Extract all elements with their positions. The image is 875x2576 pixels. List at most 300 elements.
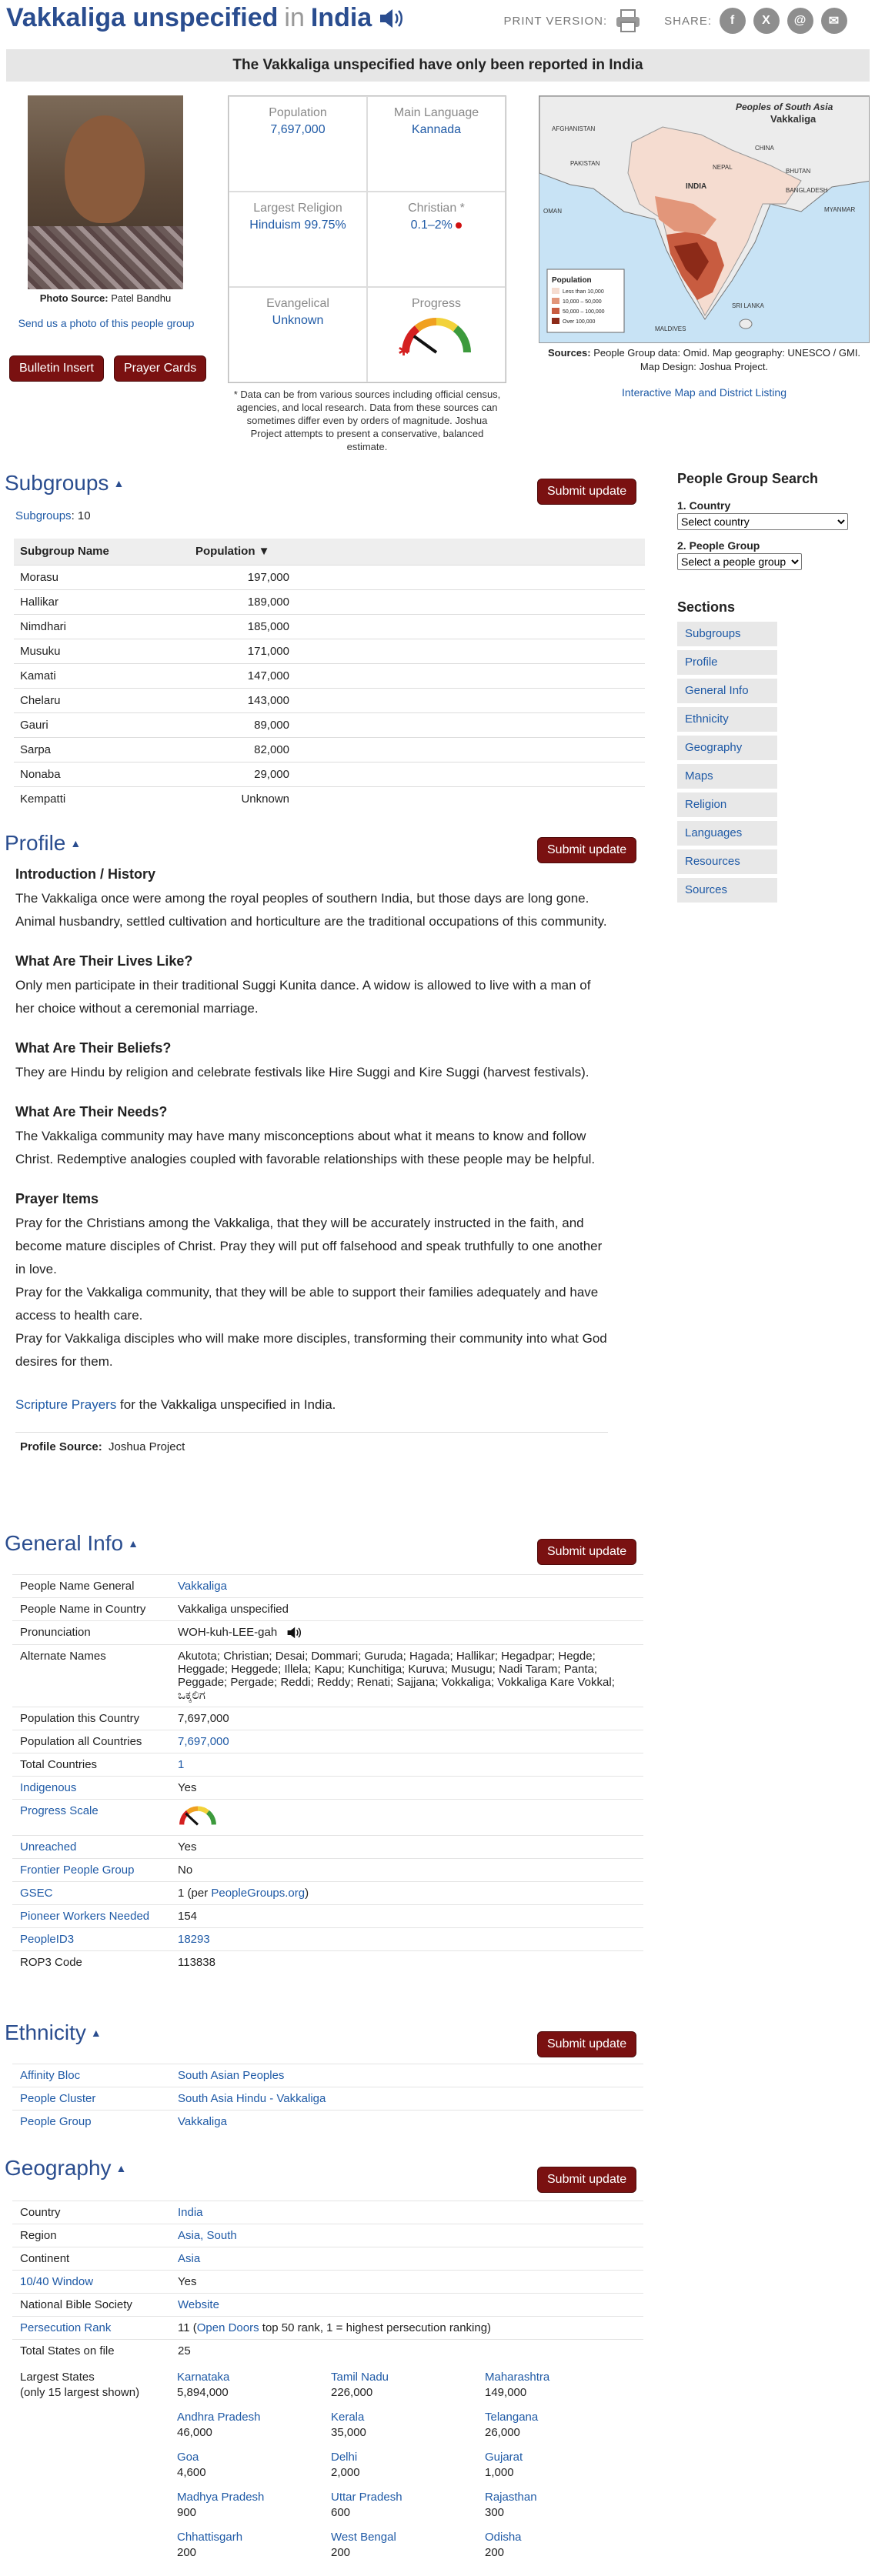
info-key[interactable]: Indigenous [12, 1777, 170, 1800]
ethnicity-key[interactable]: Affinity Bloc [12, 2064, 170, 2087]
stat-evangelical-label: Evangelical [266, 297, 329, 310]
printer-icon[interactable] [615, 8, 641, 33]
subgroup-population: 171,000 [189, 639, 297, 663]
info-key: Total Countries [12, 1753, 170, 1777]
info-value-text: WOH-kuh-LEE-gah [178, 1626, 278, 1639]
geography-value[interactable] [170, 2224, 643, 2247]
state-item [177, 2410, 331, 2441]
row-spacer [297, 737, 645, 762]
lives-text: Only men participate in their traditional Suggi Kunita dance. A widow is allowed to live with a man of her choice without a ceremonial marriage. [15, 978, 591, 1016]
chevron-up-icon: ▲ [113, 477, 125, 489]
stat-language [367, 96, 506, 192]
profile-source-value: Joshua Project [109, 1440, 185, 1453]
geography-value[interactable] [170, 2247, 643, 2271]
prayer-cards-button[interactable]: Prayer Cards [114, 355, 206, 382]
map-title-1: Peoples of South Asia [736, 102, 833, 112]
profile-heading[interactable] [5, 831, 81, 856]
state-item [331, 2410, 485, 2441]
subgroup-population: 82,000 [189, 737, 297, 762]
subgroups-submit-button[interactable]: Submit update [537, 479, 636, 505]
subgroup-name: Kempatti [14, 786, 189, 811]
stat-evangelical-value[interactable]: Unknown [272, 314, 324, 327]
profile-source [15, 1432, 608, 1461]
map-label-pakistan: PAKISTAN [570, 160, 600, 167]
red-dot-icon [456, 222, 462, 229]
stat-evangelical [229, 287, 367, 382]
subgroup-population: Unknown [189, 786, 297, 811]
map-legend-title: Population [552, 276, 592, 285]
print-label: PRINT VERSION: [503, 14, 608, 28]
geography-key: National Bible Society [12, 2294, 170, 2317]
geography-value-text: India [178, 2206, 203, 2219]
state-population: 226,000 [331, 2386, 373, 2399]
largest-states-label [20, 2370, 139, 2401]
info-value-text: 154 [178, 1910, 198, 1924]
state-name-link[interactable]: Uttar Pradesh [331, 2491, 402, 2504]
stats-grid [228, 95, 506, 383]
info-value [170, 1645, 643, 1707]
info-key[interactable]: Frontier People Group [12, 1859, 170, 1882]
row-spacer [297, 565, 645, 589]
state-population: 2,000 [331, 2466, 360, 2479]
stats-note: * Data can be from various sources including official census, agencies, and local research. Data from these sources can sometimes differ even by orders of magnitude. Joshua Project attempts to present a conservative, balanced estimate. [233, 389, 501, 452]
subgroups-count: Subgroups: 10 [15, 509, 91, 522]
stat-christian-value-wrap[interactable] [368, 219, 505, 232]
state-population: 600 [331, 2506, 351, 2519]
state-name-link[interactable]: Kerala [331, 2411, 365, 2424]
ethnicity-value[interactable]: South Asia Hindu - Vakkaliga [170, 2087, 643, 2111]
geography-value-text: 25 [178, 2344, 191, 2357]
info-key[interactable]: GSEC [12, 1882, 170, 1905]
subgroup-name: Nonaba [14, 762, 189, 786]
subgroup-population: 189,000 [189, 589, 297, 614]
state-name-link[interactable]: Telangana [485, 2411, 539, 2424]
state-population: 1,000 [485, 2466, 514, 2479]
country-select[interactable] [677, 513, 848, 530]
map-label-nepal: NEPAL [713, 164, 733, 171]
map-label-bhutan: BHUTAN [786, 168, 811, 175]
geography-value-text: Yes [178, 2275, 197, 2288]
ethnicity-row [12, 2111, 643, 2134]
subgroup-name: Nimdhari [14, 614, 189, 639]
profile-source-label: Profile Source: [20, 1440, 102, 1453]
state-item [177, 2530, 331, 2561]
map-legend-3: 50,000 – 100,000 [563, 309, 605, 315]
info-key[interactable]: Unreached [12, 1836, 170, 1859]
state-item [485, 2530, 639, 2561]
subgroup-name: Sarpa [14, 737, 189, 762]
scripture-rest: for the Vakkaliga unspecified in India. [116, 1397, 336, 1412]
geography-key: Country [12, 2201, 170, 2224]
col-population[interactable]: Population ▼ [189, 539, 645, 565]
state-name-link[interactable]: Maharashtra [485, 2371, 550, 2384]
prayer-item-2: Pray for the Vakkaliga community, that they will be able to support their families adequately and have access to health care. [15, 1285, 599, 1323]
photo-source-value: Patel Bandhu [111, 292, 172, 304]
stat-language-label: Main Language [393, 106, 479, 119]
map-label-china: CHINA [755, 145, 774, 152]
section-link-religion[interactable]: Religion [677, 792, 777, 817]
section-link-profile[interactable]: Profile [677, 650, 777, 675]
geography-heading[interactable] [5, 2156, 126, 2181]
state-population: 35,000 [331, 2426, 366, 2439]
state-population: 46,000 [177, 2426, 212, 2439]
info-value [170, 1905, 643, 1928]
state-population: 200 [485, 2546, 505, 2559]
map-label-maldives: MALDIVES [655, 325, 686, 332]
geography-row [12, 2247, 643, 2271]
general-heading-text: General Info [5, 1531, 124, 1555]
state-item [177, 2490, 331, 2521]
geography-row [12, 2317, 643, 2340]
geography-submit-button[interactable]: Submit update [537, 2167, 636, 2193]
map-sources-text: People Group data: Omid. Map geography: UNESCO / GMI. Map Design: Joshua Project. [593, 347, 861, 372]
state-population: 149,000 [485, 2386, 527, 2399]
ethnicity-value[interactable]: South Asian Peoples [170, 2064, 643, 2087]
title-people: Vakkaliga unspecified [6, 3, 279, 32]
info-row [12, 1836, 643, 1859]
col-subgroup-name[interactable]: Subgroup Name [14, 539, 189, 565]
section-link-ethnicity[interactable]: Ethnicity [677, 707, 777, 732]
state-population: 4,600 [177, 2466, 206, 2479]
info-value-text: 1 (per [178, 1887, 212, 1900]
info-value[interactable] [170, 1928, 643, 1951]
subgroups-heading[interactable] [5, 471, 124, 496]
geography-value[interactable] [170, 2294, 643, 2317]
people-map[interactable] [539, 95, 870, 343]
map-label-bangladesh: BANGLADESH [786, 187, 828, 194]
profile-content [15, 866, 608, 1461]
open-doors-link[interactable]: Open Doors [196, 2321, 259, 2334]
profile-submit-button[interactable]: Submit update [537, 837, 636, 863]
table-row [14, 663, 645, 688]
stat-progress [367, 287, 506, 382]
subgroup-name: Gauri [14, 712, 189, 737]
prayer-heading: Prayer Items [15, 1191, 99, 1206]
state-item [485, 2450, 639, 2481]
scripture-line [15, 1393, 608, 1416]
geography-key: Total States on file [12, 2340, 170, 2363]
needs-text: The Vakkaliga community may have many misconceptions about what it means to know and follow Christ. Redemptive analogies coupled with favorable relationships with these people may be helpful. [15, 1129, 596, 1166]
map-sources-label: Sources: [547, 347, 591, 359]
table-row [14, 688, 645, 712]
stat-language-value[interactable]: Kannada [411, 123, 462, 136]
info-value [170, 1836, 643, 1859]
people-group-select[interactable] [677, 553, 802, 570]
sidebar [677, 471, 870, 906]
states-sublabel: (only 15 largest shown) [20, 2386, 140, 2399]
state-item [485, 2490, 639, 2521]
send-photo-link[interactable]: Send us a photo of this people group [18, 317, 195, 329]
x-twitter-icon[interactable]: X [753, 8, 780, 34]
state-item [485, 2410, 639, 2441]
info-key[interactable]: Pioneer Workers Needed [12, 1905, 170, 1928]
state-name-link[interactable]: Goa [177, 2451, 199, 2464]
chevron-up-icon: ▲ [128, 1537, 139, 1550]
state-population: 200 [177, 2546, 197, 2559]
beliefs-heading: What Are Their Beliefs? [15, 1040, 172, 1056]
subgroup-name: Chelaru [14, 688, 189, 712]
info-row [12, 1598, 643, 1621]
row-spacer [297, 712, 645, 737]
info-value-text: No [178, 1864, 193, 1877]
ethnicity-key[interactable]: People Group [12, 2111, 170, 2134]
state-name-link[interactable]: Gujarat [485, 2451, 523, 2464]
map-label-myanmar: MYANMAR [824, 206, 856, 213]
chevron-up-icon: ▲ [115, 2162, 127, 2174]
state-name-link[interactable]: Tamil Nadu [331, 2371, 389, 2384]
chevron-up-icon: ▲ [90, 2027, 102, 2039]
subgroup-name: Morasu [14, 565, 189, 589]
geography-value-text: Website [178, 2298, 219, 2311]
progress-gauge-icon[interactable] [178, 1804, 218, 1827]
needs-heading: What Are Their Needs? [15, 1104, 168, 1119]
scripture-prayers-link[interactable]: Scripture Prayers [15, 1397, 117, 1412]
state-name-link[interactable]: Chhattisgarh [177, 2531, 243, 2544]
info-value [170, 1777, 643, 1800]
table-row [14, 589, 645, 614]
subgroup-name: Hallikar [14, 589, 189, 614]
info-value-text: 1 [178, 1758, 185, 1772]
geography-table [12, 2201, 643, 2362]
state-population: 26,000 [485, 2426, 520, 2439]
gsec-close: ) [305, 1887, 309, 1900]
state-item [177, 2450, 331, 2481]
photo-source-label: Photo Source: [39, 292, 109, 304]
section-link-languages[interactable]: Languages [677, 821, 777, 846]
state-name-link[interactable]: Odisha [485, 2531, 522, 2544]
map-title-2: Vakkaliga [770, 113, 817, 125]
photo-source [28, 292, 183, 304]
geography-row [12, 2294, 643, 2317]
chevron-up-icon: ▲ [70, 837, 82, 849]
stat-population [229, 96, 367, 192]
state-item [177, 2370, 331, 2401]
info-value[interactable] [170, 1575, 643, 1598]
subgroup-population: 197,000 [189, 565, 297, 589]
info-key: Pronunciation [12, 1621, 170, 1645]
general-heading[interactable] [5, 1531, 139, 1556]
geography-heading-text: Geography [5, 2156, 112, 2180]
subgroups-count-label[interactable]: Subgroups [15, 509, 72, 522]
stat-christian [367, 192, 506, 287]
row-spacer [297, 762, 645, 786]
info-value [170, 1800, 643, 1836]
subgroups-table [14, 539, 645, 811]
profile-heading-text: Profile [5, 831, 66, 855]
people-photo [28, 95, 183, 289]
map-label-oman: OMAN [543, 208, 562, 215]
state-item [331, 2530, 485, 2561]
geography-value [170, 2271, 643, 2294]
info-row [12, 1645, 643, 1707]
ethnicity-value[interactable]: Vakkaliga [170, 2111, 643, 2134]
sections-list [677, 622, 870, 903]
state-name-link[interactable]: West Bengal [331, 2531, 396, 2544]
subgroups-count-value: 10 [77, 509, 91, 522]
map-legend-4: Over 100,000 [563, 319, 596, 325]
row-spacer [297, 786, 645, 811]
info-value-text: 113838 [178, 1956, 215, 1970]
state-population: 300 [485, 2506, 505, 2519]
table-row [14, 737, 645, 762]
state-item [485, 2370, 639, 2401]
intro-text: The Vakkaliga once were among the royal peoples of southern India, but those days are long gone. Animal husbandry, settled cultivation and horticulture are the traditional occupations of this community. [15, 891, 607, 929]
state-name-link[interactable]: Madhya Pradesh [177, 2491, 265, 2504]
prayer-item-3: Pray for Vakkaliga disciples who will make more disciples, transforming their community into what God desires for them. [15, 1331, 607, 1369]
prayer-item-1: Pray for the Christians among the Vakkaliga, that they will be accurately instructed in the faith, and become mature disciples of Christ. Pray they will put off falsehood and speak truthfully to one another in love. [15, 1216, 603, 1276]
geography-key[interactable]: Persecution Rank [12, 2317, 170, 2340]
row-spacer [297, 614, 645, 639]
info-key[interactable]: Progress Scale [12, 1800, 170, 1836]
bulletin-insert-button[interactable]: Bulletin Insert [9, 355, 104, 382]
info-row [12, 1707, 643, 1730]
info-value [170, 1621, 643, 1645]
persecution-rest: top 50 rank, 1 = highest persecution ranking) [259, 2321, 492, 2334]
geography-row [12, 2224, 643, 2247]
state-name-link[interactable]: Rajasthan [485, 2491, 537, 2504]
toolbar [504, 8, 847, 34]
ethnicity-heading-text: Ethnicity [5, 2020, 86, 2044]
state-name-link[interactable]: Delhi [331, 2451, 358, 2464]
title-in: in [284, 3, 305, 32]
info-value-text: Vakkaliga [178, 1580, 227, 1593]
subgroup-name: Musuku [14, 639, 189, 663]
geography-key[interactable]: 10/40 Window [12, 2271, 170, 2294]
stat-population-value[interactable]: 7,697,000 [270, 123, 326, 136]
states-label: Largest States [20, 2371, 95, 2384]
row-spacer [297, 663, 645, 688]
ethnicity-submit-button[interactable]: Submit update [537, 2031, 636, 2057]
info-row [12, 1730, 643, 1753]
title-country: India [310, 3, 372, 32]
stat-religion-value[interactable]: Hinduism 99.75% [249, 219, 346, 232]
info-value-text: 7,697,000 [178, 1735, 229, 1749]
subgroup-name: Kamati [14, 663, 189, 688]
subgroup-population: 143,000 [189, 688, 297, 712]
link-icon[interactable]: @ [787, 8, 813, 34]
map-label-india: INDIA [686, 182, 707, 191]
state-item [331, 2490, 485, 2521]
info-value-text: Vakkaliga unspecified [178, 1603, 289, 1616]
state-population: 900 [177, 2506, 197, 2519]
subgroups-heading-text: Subgroups [5, 471, 109, 495]
peoplegroups-link[interactable]: PeopleGroups.org [211, 1887, 306, 1900]
states-grid [177, 2370, 639, 2561]
info-key: Alternate Names [12, 1645, 170, 1707]
info-row [12, 1621, 643, 1645]
info-value[interactable] [170, 1753, 643, 1777]
ethnicity-table [12, 2064, 643, 2133]
geography-value-text: Asia, South [178, 2229, 237, 2242]
svg-text:✱: ✱ [398, 343, 410, 357]
search-title: People Group Search [677, 471, 819, 486]
map-legend-2: 10,000 – 50,000 [563, 299, 602, 305]
speaker-icon[interactable] [285, 1626, 303, 1640]
info-row [12, 1905, 643, 1928]
speaker-icon[interactable] [378, 7, 404, 30]
geography-value[interactable] [170, 2201, 643, 2224]
lives-heading: What Are Their Lives Like? [15, 953, 193, 969]
info-row [12, 1882, 643, 1905]
page-title [6, 3, 404, 33]
interactive-map-link[interactable]: Interactive Map and District Listing [622, 386, 786, 399]
map-sources [539, 346, 870, 374]
stat-religion-label: Largest Religion [253, 202, 342, 215]
info-row [12, 1575, 643, 1598]
section-link-resources[interactable]: Resources [677, 849, 777, 874]
facebook-icon[interactable]: f [720, 8, 746, 34]
subgroup-population: 147,000 [189, 663, 297, 688]
info-key: ROP3 Code [12, 1951, 170, 1974]
info-value [170, 1951, 643, 1974]
country-label: 1. Country [677, 499, 731, 512]
info-row [12, 1928, 643, 1951]
info-row [12, 1800, 643, 1836]
section-link-general-info[interactable]: General Info [677, 679, 777, 703]
info-key: Population this Country [12, 1707, 170, 1730]
stat-religion [229, 192, 367, 287]
ethnicity-row [12, 2064, 643, 2087]
stat-progress-label: Progress [411, 297, 462, 310]
reported-banner: The Vakkaliga unspecified have only been reported in India [6, 49, 870, 82]
section-link-subgroups[interactable]: Subgroups [677, 622, 777, 646]
row-spacer [297, 639, 645, 663]
section-link-geography[interactable]: Geography [677, 736, 777, 760]
ethnicity-heading[interactable] [5, 2020, 102, 2045]
state-name-link[interactable]: Karnataka [177, 2371, 230, 2384]
info-value [170, 1882, 643, 1905]
stat-population-label: Population [269, 106, 327, 119]
info-row [12, 1777, 643, 1800]
geography-value-text: Asia [178, 2252, 201, 2265]
ethnicity-row [12, 2087, 643, 2111]
stat-christian-value: 0.1–2% [410, 219, 453, 232]
state-item [331, 2370, 485, 2401]
table-row [14, 614, 645, 639]
geography-row [12, 2201, 643, 2224]
info-key: Population all Countries [12, 1730, 170, 1753]
section-link-maps[interactable]: Maps [677, 764, 777, 789]
geography-row [12, 2340, 643, 2363]
ethnicity-key[interactable]: People Cluster [12, 2087, 170, 2111]
general-submit-button[interactable]: Submit update [537, 1539, 636, 1565]
info-value [170, 1859, 643, 1882]
email-icon[interactable]: ✉ [821, 8, 847, 34]
share-label: SHARE: [664, 14, 712, 28]
info-value-text: 7,697,000 [178, 1712, 229, 1726]
progress-gauge-icon[interactable] [398, 314, 475, 357]
state-population: 5,894,000 [177, 2386, 229, 2399]
info-value-text: Yes [178, 1840, 197, 1854]
general-info-table [12, 1574, 643, 1974]
map-legend-1: Less than 10,000 [563, 289, 604, 295]
row-spacer [297, 688, 645, 712]
info-value [170, 1707, 643, 1730]
intro-heading: Introduction / History [15, 866, 155, 882]
info-key: People Name General [12, 1575, 170, 1598]
info-value [170, 1598, 643, 1621]
info-key[interactable]: PeopleID3 [12, 1928, 170, 1951]
state-name-link[interactable]: Andhra Pradesh [177, 2411, 261, 2424]
info-value[interactable] [170, 1730, 643, 1753]
geography-value-text: 11 ( [178, 2321, 197, 2334]
map-label-afghanistan: AFGHANISTAN [552, 125, 596, 132]
section-link-sources[interactable]: Sources [677, 878, 777, 903]
table-row [14, 712, 645, 737]
info-value-text: Yes [178, 1781, 197, 1795]
sections-title: Sections [677, 599, 736, 615]
info-row [12, 1753, 643, 1777]
